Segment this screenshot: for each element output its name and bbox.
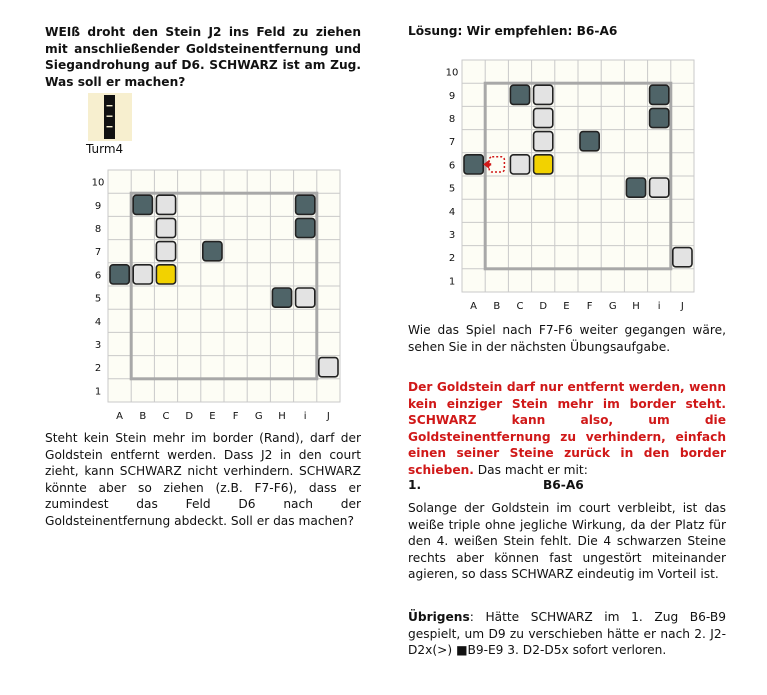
stone-dark (626, 178, 645, 197)
column-label: D (539, 301, 548, 312)
stone-light (534, 85, 553, 104)
stone-dark (110, 265, 129, 284)
row-label: 2 (94, 363, 102, 375)
turm4-label: Turm4 (86, 142, 124, 156)
question-text: Steht kein Stein mehr im border (Rand), darf der Goldstein entfernt werden. Dass J2 in den court zieht, kann SCHWARZ nicht verhindern. SCHWARZ könnte aber so ziehen (z.B. F7-F6), dass er zumindest das Feld D6 nach der Goldsteinentfernung abdeckt. Soll er das machen? (45, 431, 361, 528)
stone-light (534, 108, 553, 127)
column-label: F (232, 411, 239, 422)
column-label: D (185, 411, 194, 422)
stone-light (534, 132, 553, 151)
board-svg-right (440, 60, 698, 314)
row-label: 7 (94, 247, 102, 259)
row-label: 8 (94, 224, 102, 235)
board-svg-left (86, 170, 344, 424)
stone-dark (133, 195, 152, 214)
stone-light (156, 195, 175, 214)
row-label: 1 (94, 386, 102, 398)
column-label: A (116, 411, 124, 422)
stone-dark (203, 242, 222, 261)
row-label: 5 (94, 293, 102, 305)
column-label: H (632, 301, 640, 312)
column-label: E (563, 301, 570, 312)
stone-light (156, 218, 175, 237)
stone-gold (156, 265, 175, 284)
red-rule-text (408, 379, 726, 479)
column-label: J (680, 301, 684, 312)
column-label: B (139, 411, 147, 422)
solange-text: Solange der Goldstein im court verbleibt, ist das weiße triple ohne jegliche Wirkung, da der Platz für den 4. weißen Stein fehlt. Die 4 schwarzen Steine rechts aber können fast ungestört miteinander agieren, so dass SCHWARZ eindeutig im Vorteil ist. (408, 501, 726, 582)
column-label: C (516, 301, 524, 312)
row-label: 5 (448, 183, 456, 195)
column-label: C (162, 411, 170, 422)
uebrigens-body: : Hätte SCHWARZ im 1. Zug B6-B9 gespielt, um D9 zu verschieben hätte er nach 2. J2-D2x(>) ■B9-E9 3. D2-D5x sofort verloren. (408, 610, 726, 658)
stone-dark (510, 85, 529, 104)
column-label: H (278, 411, 286, 422)
row-label: 3 (448, 230, 456, 241)
stone-dark (464, 155, 483, 174)
stone-light (510, 155, 529, 174)
row-label: 10 (445, 67, 459, 79)
stone-light (156, 242, 175, 261)
row-label: 4 (448, 206, 456, 218)
game-board-left (86, 170, 344, 424)
stone-light (296, 288, 315, 307)
row-label: 8 (448, 114, 456, 125)
stone-light (650, 178, 669, 197)
solution-title: Lösung: Wir empfehlen: B6-A6 (408, 24, 618, 38)
column-label: A (470, 301, 478, 312)
column-label: i (303, 411, 307, 422)
after-text: Wie das Spiel nach F7-F6 weiter gegangen wäre, sehen Sie in der nächsten Übungsaufgabe. (408, 323, 726, 354)
row-label: 4 (94, 316, 102, 328)
red-rule-tail: Das macht er mit: (473, 462, 588, 477)
row-label: 3 (94, 340, 102, 351)
uebrigens-text (408, 609, 726, 659)
row-label: 9 (448, 90, 456, 102)
row-label: 10 (91, 177, 105, 189)
intro-text: WEIß droht den Stein J2 ins Feld zu ziehen mit anschließender Goldsteinentfernung und Siegandrohung auf D6. SCHWARZ ist am Zug. Was soll er machen? (45, 25, 361, 89)
column-label: G (254, 411, 263, 422)
column-label: E (209, 411, 216, 422)
move-label: B6-A6 (543, 478, 584, 492)
uebrigens-label: Übrigens (408, 610, 470, 624)
column-label: B (493, 301, 501, 312)
stone-dark (580, 132, 599, 151)
row-label: 7 (448, 137, 456, 149)
stone-dark (272, 288, 291, 307)
turm4-icon (88, 93, 132, 145)
column-label: F (586, 301, 593, 312)
game-board-right (440, 60, 698, 314)
row-label: 2 (448, 253, 456, 265)
stone-light (673, 248, 692, 267)
red-rule-bold: Der Goldstein darf nur entfernt werden, wenn kein einziger Stein mehr im border steht. SCHWARZ kann also, um die Goldsteinentfernung zu verhindern, einfach einen seiner Steine zurück in den border schieben. (408, 380, 726, 477)
stone-light (319, 358, 338, 377)
row-label: 9 (94, 200, 102, 212)
column-label: i (657, 301, 661, 312)
stone-dark (650, 108, 669, 127)
row-label: 6 (94, 270, 102, 282)
row-label: 1 (448, 276, 456, 288)
column-label: G (608, 301, 617, 312)
stone-dark (296, 195, 315, 214)
column-label: J (326, 411, 330, 422)
row-label: 6 (448, 160, 456, 172)
stone-dark (650, 85, 669, 104)
move-number: 1. (408, 478, 422, 492)
stone-gold (534, 155, 553, 174)
stone-dark (296, 218, 315, 237)
stone-light (133, 265, 152, 284)
